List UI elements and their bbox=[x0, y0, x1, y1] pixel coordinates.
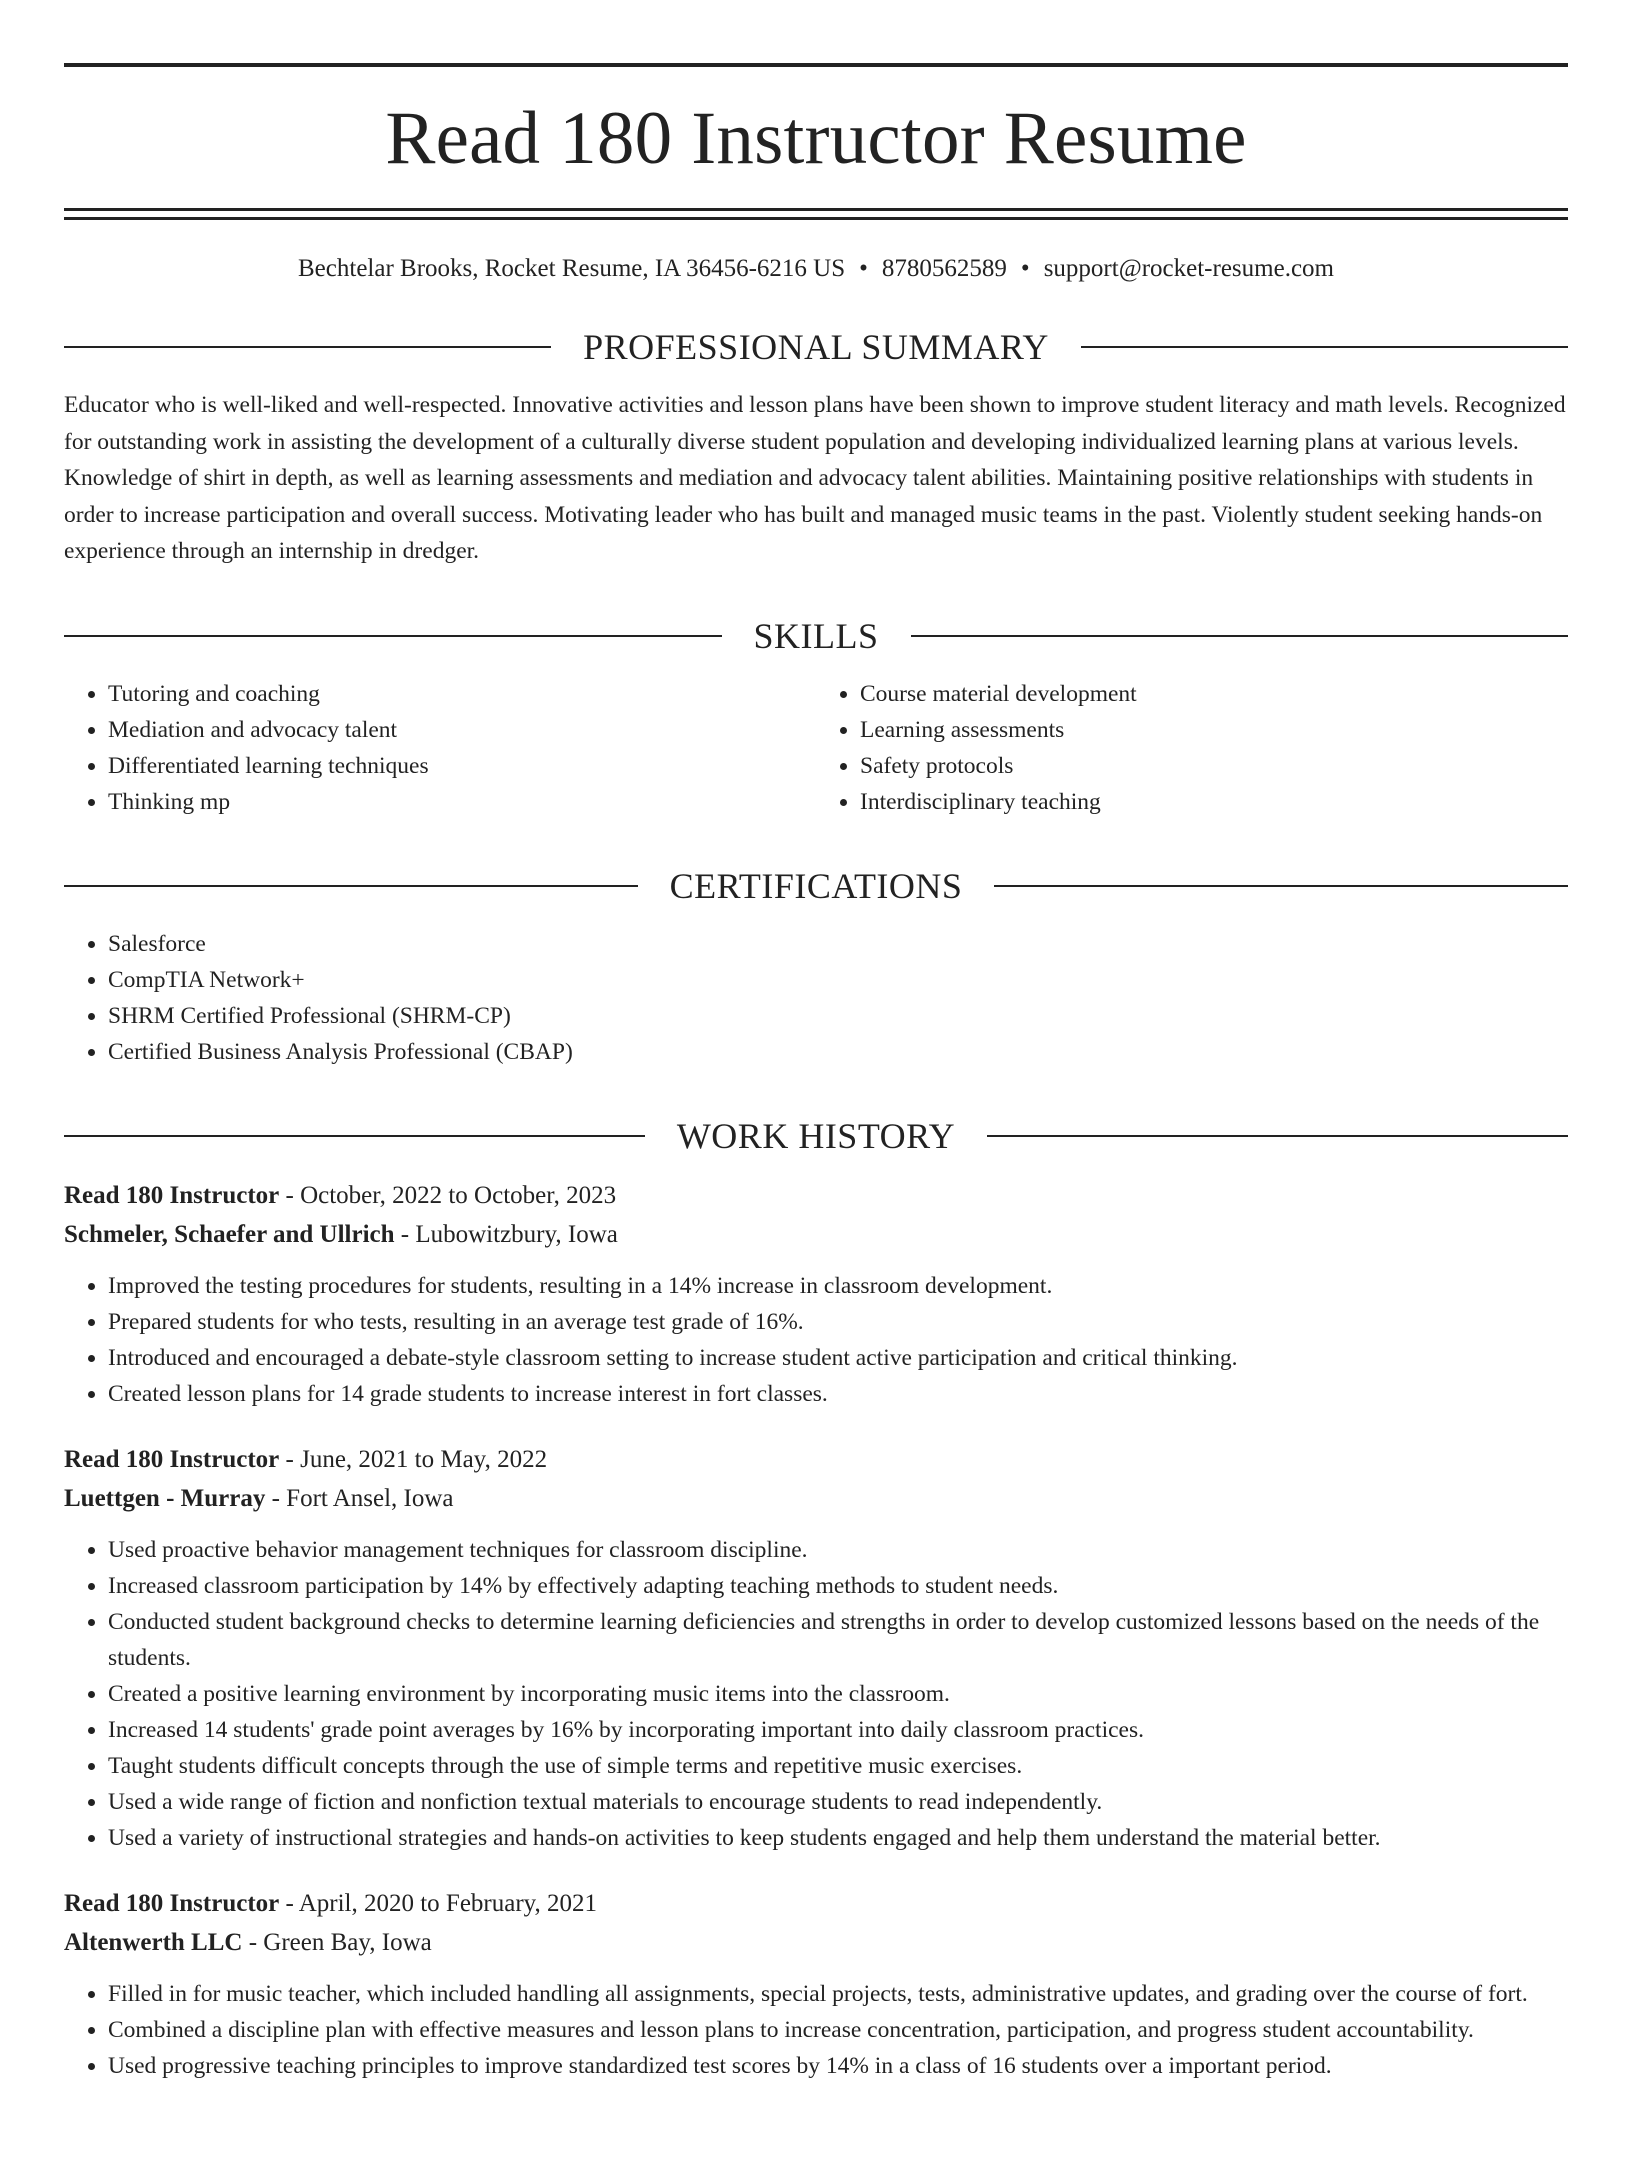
job-bullet: • Improved the testing procedures for students, resulting in a 14% increase in classroom development. bbox=[108, 1268, 1568, 1304]
job-bullet: • Created a positive learning environment by incorporating music items into the classroom. bbox=[108, 1676, 1568, 1712]
job-dates: - October, 2022 to October, 2023 bbox=[279, 1181, 617, 1209]
job-bullet: • Conducted student background checks to determine learning deficiencies and strengths in order to develop customized lessons based on the needs of the students. bbox=[108, 1604, 1568, 1676]
job-location: - Green Bay, Iowa bbox=[242, 1928, 432, 1956]
skill-item: • Differentiated learning techniques bbox=[108, 748, 816, 784]
job-entry bbox=[64, 1884, 1568, 2084]
job-company: Schmeler, Schaefer and Ullrich bbox=[64, 1220, 395, 1248]
skill-item: • Safety protocols bbox=[860, 748, 1568, 784]
job-bullets bbox=[64, 1268, 1568, 1412]
top-rule bbox=[64, 63, 1568, 67]
job-bullets bbox=[64, 1976, 1568, 2084]
job-title-line bbox=[64, 1176, 1568, 1215]
job-entry bbox=[64, 1440, 1568, 1856]
job-bullet: • Introduced and encouraged a debate-style classroom setting to increase student active participation and critical thinking. bbox=[108, 1340, 1568, 1376]
job-bullet: • Combined a discipline plan with effective measures and lesson plans to increase concentration, participation, and progress student accountability. bbox=[108, 2012, 1568, 2048]
section-rule-right bbox=[994, 885, 1568, 887]
skill-item: • Thinking mp bbox=[108, 784, 816, 820]
job-entry bbox=[64, 1176, 1568, 1412]
job-company-line bbox=[64, 1215, 1568, 1254]
job-bullet: • Filled in for music teacher, which included handling all assignments, special projects, tests, administrative updates, and grading over the course of fort. bbox=[108, 1976, 1568, 2012]
job-bullet: • Taught students difficult concepts through the use of simple terms and repetitive music exercises. bbox=[108, 1748, 1568, 1784]
job-bullet: • Prepared students for who tests, resulting in an average test grade of 16%. bbox=[108, 1304, 1568, 1340]
section-rule-right bbox=[911, 635, 1569, 637]
resume-page bbox=[0, 63, 1632, 2175]
skill-item: • Mediation and advocacy talent bbox=[108, 712, 816, 748]
certification-item: • CompTIA Network+ bbox=[108, 962, 1568, 998]
summary-paragraph: Educator who is well-liked and well-respected. Innovative activities and lesson plans have been shown to improve student literacy and math levels. Recognized for outstanding work in assisting the development of a culturally diverse student population and developing individualized learning plans at various levels. Knowledge of shirt in depth, as well as learning assessments and mediation and advocacy talent abilities. Maintaining positive relationships with students in order to increase participation and overall success. Motivating leader who has built and managed music teams in the past. Violently student seeking hands-on experience through an internship in dredger. bbox=[64, 392, 1566, 564]
skill-item: • Learning assessments bbox=[860, 712, 1568, 748]
section-rule-right bbox=[1081, 346, 1568, 348]
section-rule-left bbox=[64, 346, 551, 348]
job-location: - Lubowitzbury, Iowa bbox=[394, 1220, 618, 1248]
job-bullet: • Used a wide range of fiction and nonfiction textual materials to encourage students to read independently. bbox=[108, 1784, 1568, 1820]
job-title: Read 180 Instructor bbox=[64, 1445, 280, 1473]
section-rule-left bbox=[64, 885, 638, 887]
job-bullet: • Created lesson plans for 14 grade students to increase interest in fort classes. bbox=[108, 1376, 1568, 1412]
job-title-line bbox=[64, 1884, 1568, 1923]
section-rule-right bbox=[987, 1135, 1568, 1137]
certification-item: • Certified Business Analysis Professional (CBAP) bbox=[108, 1034, 1568, 1070]
job-company-line bbox=[64, 1479, 1568, 1518]
section-header-summary bbox=[64, 329, 1568, 365]
skills-column-left bbox=[64, 676, 816, 820]
job-bullet: • Used a variety of instructional strategies and hands-on activities to keep students engaged and help them understand the material better. bbox=[108, 1820, 1568, 1856]
job-dates: - April, 2020 to February, 2021 bbox=[279, 1889, 598, 1917]
skill-item: • Course material development bbox=[860, 676, 1568, 712]
job-title-line bbox=[64, 1440, 1568, 1479]
job-bullets bbox=[64, 1532, 1568, 1856]
certification-item: • SHRM Certified Professional (SHRM-CP) bbox=[108, 998, 1568, 1034]
section-header-work-history bbox=[64, 1115, 1568, 1156]
section-title-skills: SKILLS bbox=[753, 615, 879, 656]
section-rule-left bbox=[64, 1135, 645, 1137]
page-title: Read 180 Instructor Resume bbox=[385, 97, 1247, 180]
section-title-summary: PROFESSIONAL SUMMARY bbox=[583, 327, 1049, 367]
job-company: Altenwerth LLC bbox=[64, 1928, 243, 1956]
title-double-rule bbox=[64, 208, 1568, 220]
contact-separator: • bbox=[1020, 255, 1030, 282]
contact-address: Bechtelar Brooks, Rocket Resume, IA 36456-6216 US bbox=[298, 255, 846, 282]
job-title: Read 180 Instructor bbox=[64, 1181, 280, 1209]
job-bullet: • Increased 14 students' grade point averages by 16% by incorporating important into daily classroom practices. bbox=[108, 1712, 1568, 1748]
job-location: - Fort Ansel, Iowa bbox=[265, 1484, 454, 1512]
section-title-work-history: WORK HISTORY bbox=[676, 1115, 956, 1156]
section-title-certifications: CERTIFICATIONS bbox=[669, 865, 963, 906]
job-company: Luettgen - Murray bbox=[64, 1484, 266, 1512]
section-header-skills bbox=[64, 615, 1568, 656]
job-company-line bbox=[64, 1923, 1568, 1962]
contact-line bbox=[64, 256, 1568, 281]
job-bullet: • Used progressive teaching principles to improve standardized test scores by 14% in a class of 16 students over a important period. bbox=[108, 2048, 1568, 2084]
skills-column-right bbox=[816, 676, 1568, 820]
certification-item: • Salesforce bbox=[108, 926, 1568, 962]
job-title: Read 180 Instructor bbox=[64, 1889, 280, 1917]
contact-separator: • bbox=[859, 255, 868, 282]
job-bullet: • Increased classroom participation by 14% by effectively adapting teaching methods to student needs. bbox=[108, 1568, 1568, 1604]
job-dates: - June, 2021 to May, 2022 bbox=[279, 1445, 548, 1473]
contact-phone: 8780562589 bbox=[881, 255, 1007, 282]
skill-item: • Interdisciplinary teaching bbox=[860, 784, 1568, 820]
section-header-certifications bbox=[64, 865, 1568, 906]
certifications-list bbox=[64, 926, 1568, 1070]
skill-item: • Tutoring and coaching bbox=[108, 676, 816, 712]
job-bullet: • Used proactive behavior management techniques for classroom discipline. bbox=[108, 1532, 1568, 1568]
contact-email: support@rocket-resume.com bbox=[1043, 255, 1334, 282]
skills-list bbox=[64, 676, 1568, 820]
section-rule-left bbox=[64, 635, 722, 637]
